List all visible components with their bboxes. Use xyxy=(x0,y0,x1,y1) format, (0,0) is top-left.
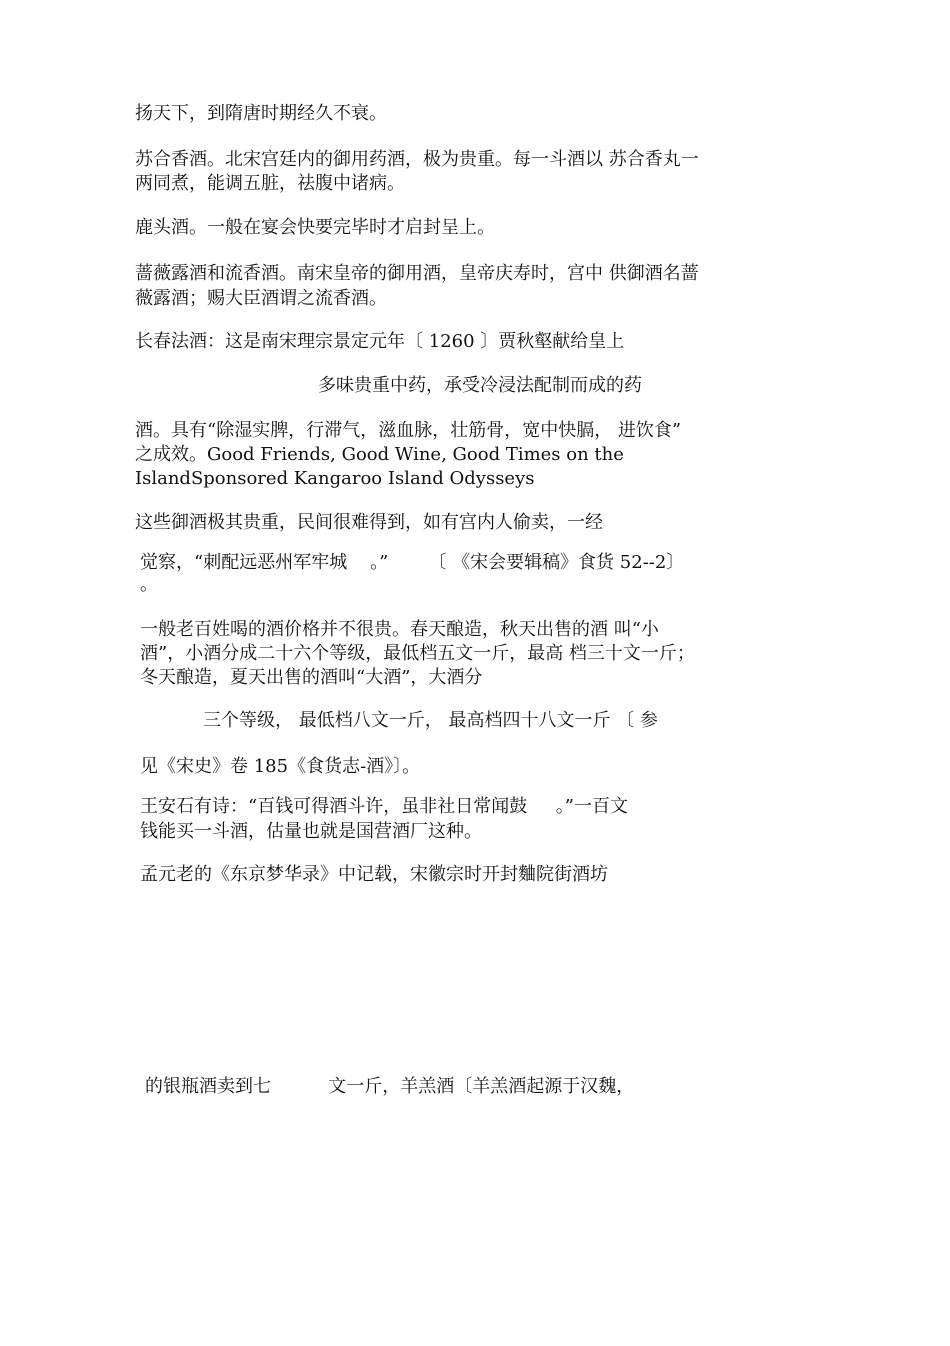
text-line: 酒”，小酒分成二十六个等级，最低档五文一斤，最高 档三十文一斤； xyxy=(140,643,695,664)
text-line: 一般老百姓喝的酒价格并不很贵。春天酿造，秋天出售的酒 叫“小 xyxy=(140,619,659,640)
text-line: IslandSponsored Kangaroo Island Odysseys xyxy=(135,468,535,489)
text-line: 见《宋史》卷 185《食货志-酒》〕。 xyxy=(140,756,421,777)
text-line: 三个等级， 最低档八文一斤， 最高档四十八文一斤 〔 参 xyxy=(203,710,658,731)
text-line: 孟元老的《东京梦华录》中记载，宋徽宗时开封麯院街酒坊 xyxy=(140,864,608,885)
text-line: 薇露酒；赐大臣酒谓之流香酒。 xyxy=(135,288,387,309)
text-line: 长春法酒：这是南宋理宗景定元年〔 1260 〕贾秋壑献给皇上 xyxy=(135,331,625,352)
text-line: 钱能买一斗酒，估量也就是国营酒厂这种。 xyxy=(140,821,482,842)
text-line: 扬天下，到隋唐时期经久不衰。 xyxy=(135,103,387,124)
text-line: 多味贵重中药，承受冷浸法配制而成的药 xyxy=(318,375,642,396)
text-line: 两同煮，能调五脏，祛腹中诸病。 xyxy=(135,173,405,194)
text-line: 蔷薇露酒和流香酒。南宋皇帝的御用酒，皇帝庆寿时，宫中 供御酒名蔷 xyxy=(135,263,699,284)
text-line: 的银瓶酒卖到七 文一斤，羊羔酒〔羊羔酒起源于汉魏， xyxy=(145,1076,635,1097)
text-line: 。 xyxy=(140,574,158,595)
text-line: 王安石有诗：“百钱可得酒斗许，虽非社日常闻鼓 。”一百文 xyxy=(140,796,629,817)
text-line: 之成效。Good Friends, Good Wine, Good Times on the xyxy=(135,444,624,465)
text-line: 觉察，“刺配远恶州军牢城 。” 〔 《宋会要辑稿》食货 52--2〕 xyxy=(140,552,685,573)
text-line: 冬天酿造，夏天出售的酒叫“大酒”，大酒分 xyxy=(140,667,483,688)
text-line: 这些御酒极其贵重，民间很难得到，如有宫内人偷卖，一经 xyxy=(135,512,603,533)
text-line: 苏合香酒。北宋宫廷内的御用药酒，极为贵重。每一斗酒以 苏合香丸一 xyxy=(135,149,699,170)
text-line: 酒。具有“除湿实脾，行滞气，滋血脉，壮筋骨，宽中快膈， 进饮食” xyxy=(135,420,682,441)
text-line: 鹿头酒。一般在宴会快要完毕时才启封呈上。 xyxy=(135,217,495,238)
